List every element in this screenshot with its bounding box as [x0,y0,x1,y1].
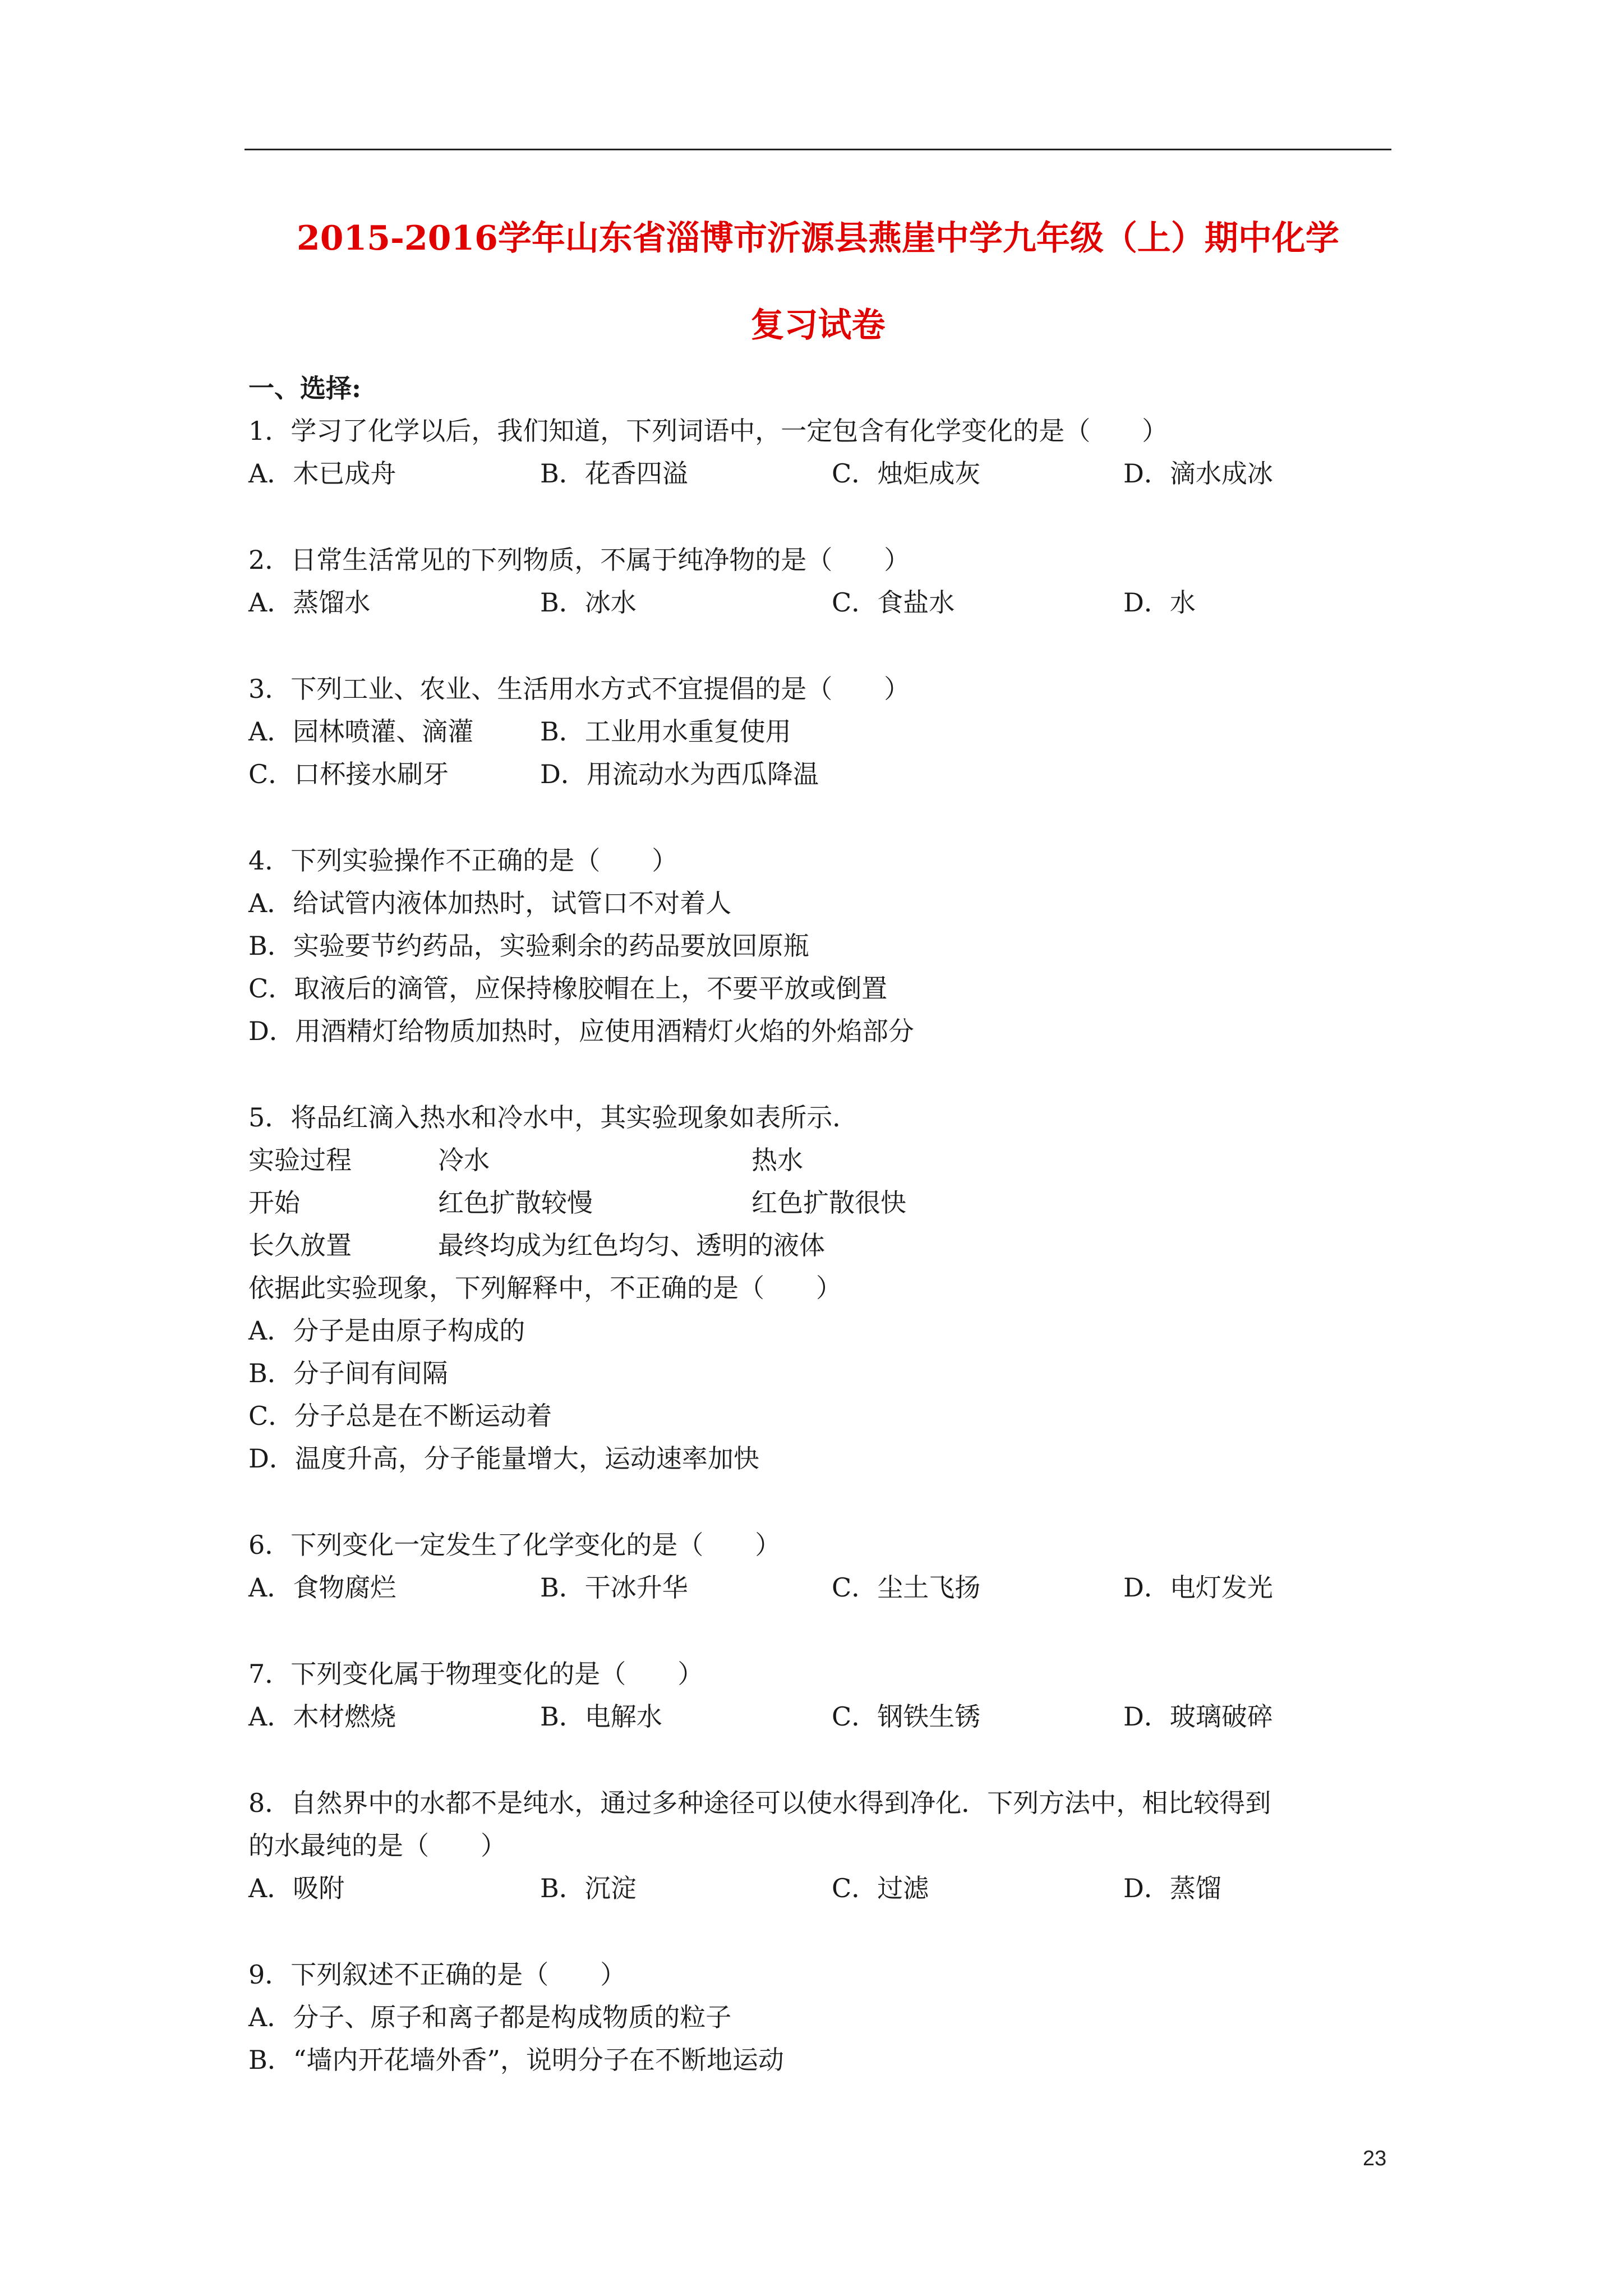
section-heading: 一、选择: [248,373,361,403]
q6-option-d: D．电灯发光 [1123,1572,1273,1603]
q5-option-a: A．分子是由原子构成的 [248,1315,525,1346]
q7-option-a: A．木材燃烧 [248,1701,396,1732]
q4-option-a: A．给试管内液体加热时，试管口不对着人 [248,888,732,918]
q6-stem: 6．下列变化一定发生了化学变化的是（ ） [248,1530,781,1560]
q5-stem: 5．将品红滴入热水和冷水中，其实验现象如表所示． [248,1102,859,1133]
q5-table-row [248,1143,1393,1177]
q6-option-a: A．食物腐烂 [248,1572,396,1603]
q7-option-c: C．钢铁生锈 [832,1701,981,1732]
q5-option-b: B．分子间有间隔 [248,1358,448,1388]
header-rule [245,149,1391,150]
q3-options-row1 [248,715,1393,748]
q5-table-cell: 冷水 [438,1145,490,1175]
q5-table-cell: 红色扩散较慢 [438,1188,593,1218]
q1-option-a: A．木已成舟 [248,458,396,489]
q9-stem: 9．下列叙述不正确的是（ ） [248,1959,626,1990]
q6-option-b: B．干冰升华 [540,1572,688,1603]
q2-option-c: C．食盐水 [832,587,955,618]
q5-table-cell: 热水 [751,1145,803,1175]
q3-option-a: A．园林喷灌、滴灌 [248,716,474,747]
q1-options [248,457,1393,490]
q5-table-cell: 最终均成为红色均匀、透明的液体 [438,1230,825,1260]
q4-option-d: D．用酒精灯给物质加热时，应使用酒精灯火焰的外焰部分 [248,1016,914,1046]
q1-option-c: C．烛炬成灰 [832,458,981,489]
q5-table-cell: 红色扩散很快 [751,1188,906,1218]
q1-option-d: D．滴水成冰 [1123,458,1273,489]
q8-stem-line1: 8．自然界中的水都不是纯水，通过多种途径可以使水得到净化．下列方法中，相比较得到 [248,1788,1271,1818]
page-number: 23 [1363,2147,1387,2170]
q4-stem: 4．下列实验操作不正确的是（ ） [248,845,678,876]
q4-option-c: C．取液后的滴管，应保持橡胶帽在上，不要平放或倒置 [248,973,888,1004]
q6-option-c: C．尘土飞扬 [832,1572,981,1603]
q5-table-cell: 长久放置 [248,1230,352,1260]
q5-table-cell: 实验过程 [248,1145,352,1175]
q1-option-b: B．花香四溢 [540,458,688,489]
q7-option-b: B．电解水 [540,1701,662,1732]
q3-options-row2 [248,757,1393,791]
q8-option-c: C．过滤 [832,1873,929,1903]
q7-stem: 7．下列变化属于物理变化的是（ ） [248,1659,704,1689]
q7-options [248,1700,1393,1733]
q5-table-row [248,1186,1393,1220]
q5-option-c: C．分子总是在不断运动着 [248,1401,552,1431]
q5-option-d: D．温度升高，分子能量增大，运动速率加快 [248,1443,759,1474]
q1-stem: 1．学习了化学以后，我们知道，下列词语中，一定包含有化学变化的是（ ） [248,416,1168,446]
q2-option-d: D．水 [1123,587,1196,618]
q6-options [248,1571,1393,1604]
q9-option-b: B．“墙内开花墙外香”，说明分子在不断地运动 [248,2045,784,2075]
q3-option-c: C．口杯接水刷牙 [248,759,449,789]
q2-stem: 2．日常生活常见的下列物质，不属于纯净物的是（ ） [248,545,910,575]
q3-option-d: D．用流动水为西瓜降温 [540,759,819,789]
q2-option-b: B．冰水 [540,587,637,618]
q3-stem: 3．下列工业、农业、生活用水方式不宜提倡的是（ ） [248,674,910,704]
q8-options [248,1871,1393,1905]
q3-option-b: B．工业用水重复使用 [540,716,791,747]
q2-options [248,586,1393,619]
q4-option-b: B．实验要节约药品，实验剩余的药品要放回原瓶 [248,931,809,961]
q5-table-row [248,1228,1393,1262]
q8-option-b: B．沉淀 [540,1873,637,1903]
page-title-line2: 复习试卷 [750,306,886,345]
q8-option-d: D．蒸馏 [1123,1873,1221,1903]
q9-option-a: A．分子、原子和离子都是构成物质的粒子 [248,2002,732,2032]
q7-option-d: D．玻璃破碎 [1123,1701,1273,1732]
q8-option-a: A．吸附 [248,1873,345,1903]
page-title-line1: 2015-2016学年山东省淄博市沂源县燕崖中学九年级（上）期中化学 [297,219,1339,258]
q2-option-a: A．蒸馏水 [248,587,371,618]
q5-table-cell: 开始 [248,1188,300,1218]
q8-stem-line2: 的水最纯的是（ ） [248,1830,506,1861]
q5-followup: 依据此实验现象，下列解释中，不正确的是（ ） [248,1273,842,1303]
